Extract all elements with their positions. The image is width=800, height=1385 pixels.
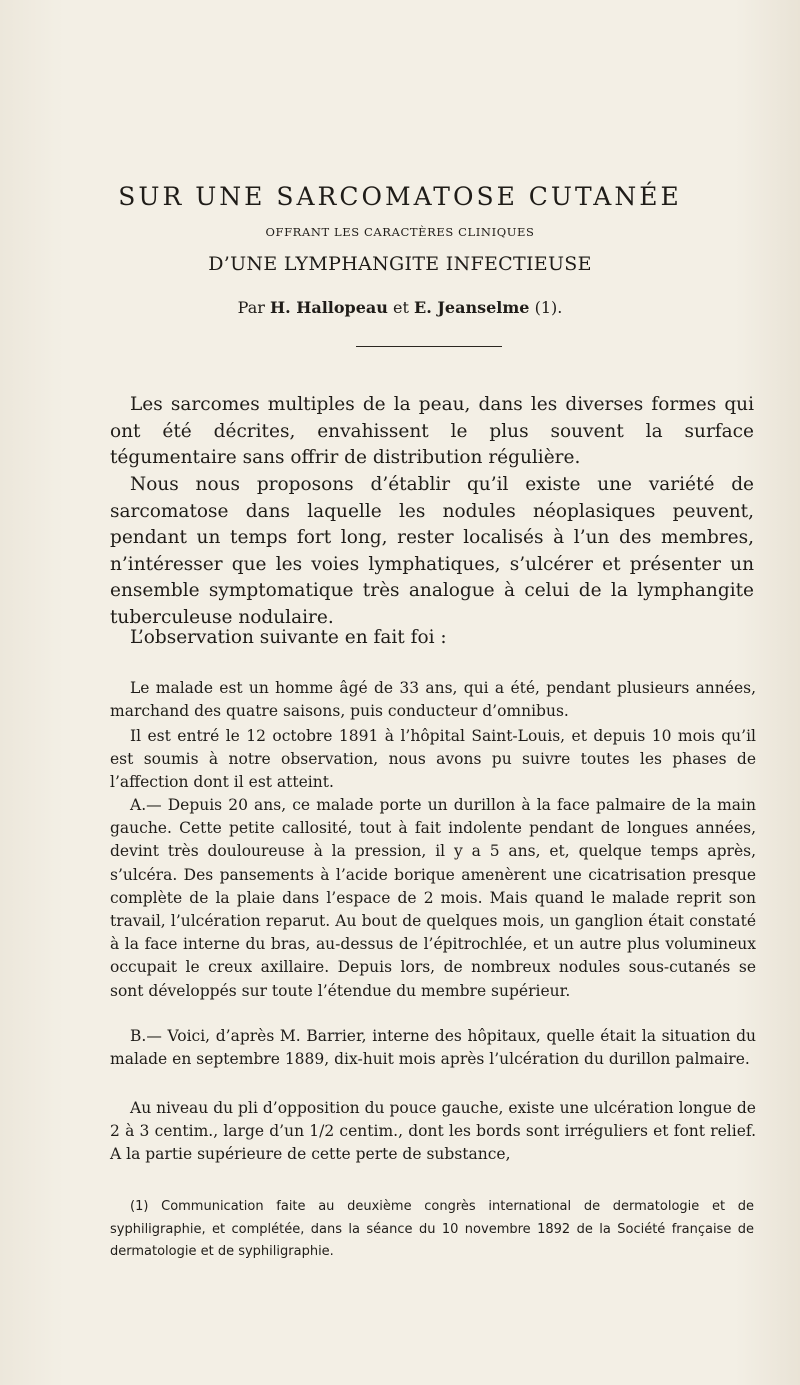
- author-jeanselme: E. Jeanselme: [414, 298, 530, 317]
- title-divider: [356, 346, 502, 347]
- article-title: SUR UNE SARCOMATOSE CUTANÉE: [118, 182, 682, 211]
- intro-paragraph-3: L’observation suivante en fait foi :: [130, 627, 447, 648]
- observation-paragraph-1: Le malade est un homme âgé de 33 ans, qui a été, pendant plusieurs années, marchand des quatre saisons, puis conducteur d’omnibus.: [110, 679, 756, 721]
- intro-paragraph-2: Nous nous proposons d’établir qu’il existe une variété de sarcomatose dans laquelle les nodules néoplasiques peuvent, pendant un temps fort long, rester localisés à l’un des membres, n’intéresser que les voies lymphatiques, s’ulcérer et présenter un ensemble symptomatique très analogue à celui de la lymphangite tuberculeuse nodulaire.: [110, 474, 754, 628]
- observation-paragraph-a: A.— Depuis 20 ans, ce malade porte un durillon à la face palmaire de la main gauche. Cette petite callosité, tout à fait indolente pendant de longues années, devint très douloureuse à la pression, il y a 5 ans, et, quelque temps après, s’ulcéra. Des pansements à l’acide borique amenèrent une cicatrisation presque complète de la plaie dans l’espace de 2 mois. Mais quand le malade reprit son travail, l’ulcération reparut. Au bout de quelques mois, un ganglion était constaté à la face interne du bras, au-dessus de l’épitrochlée, et un autre plus volumineux occupait le creux axillaire. Depuis lors, de nombreux nodules sous-cutanés se sont développés sur toute l’étendue du membre supérieur.: [110, 796, 756, 1000]
- author-hallopeau: H. Hallopeau: [269, 298, 388, 317]
- footnote: (1) Communication faite au deuxième congrès international de dermatologie et de syphiligraphie, et complétée, dans la séance du 10 novembre 1892 de la Société française de dermatologie et de syphiligraphie.: [110, 1199, 754, 1259]
- byline: [0, 298, 800, 317]
- intro-paragraph-1: Les sarcomes multiples de la peau, dans les diverses formes qui ont été décrites, envahissent le plus souvent la surface tégumentaire sans offrir de distribution régulière.: [110, 394, 754, 469]
- byline-par: Par: [237, 298, 265, 317]
- article-subtitle: OFFRANT LES CARACTÈRES CLINIQUES: [265, 225, 535, 239]
- byline-et: et: [393, 298, 409, 317]
- footnote-reference: (1).: [534, 298, 563, 317]
- observation-paragraph-4: Au niveau du pli d’opposition du pouce gauche, existe une ulcération longue de 2 à 3 centim., large d’un 1/2 centim., dont les bords sont irréguliers et font relief. A la partie supérieure de cette perte de substance,: [110, 1099, 756, 1164]
- article-subtitle-2: D’UNE LYMPHANGITE INFECTIEUSE: [208, 253, 592, 275]
- observation-paragraph-2: Il est entré le 12 octobre 1891 à l’hôpital Saint-Louis, et depuis 10 mois qu’il est soumis à notre observation, nous avons pu suivre toutes les phases de l’affection dont il est atteint.: [110, 727, 756, 792]
- observation-paragraph-b: B.— Voici, d’après M. Barrier, interne des hôpitaux, quelle était la situation du malade en septembre 1889, dix-huit mois après l’ulcération du durillon palmaire.: [110, 1027, 756, 1069]
